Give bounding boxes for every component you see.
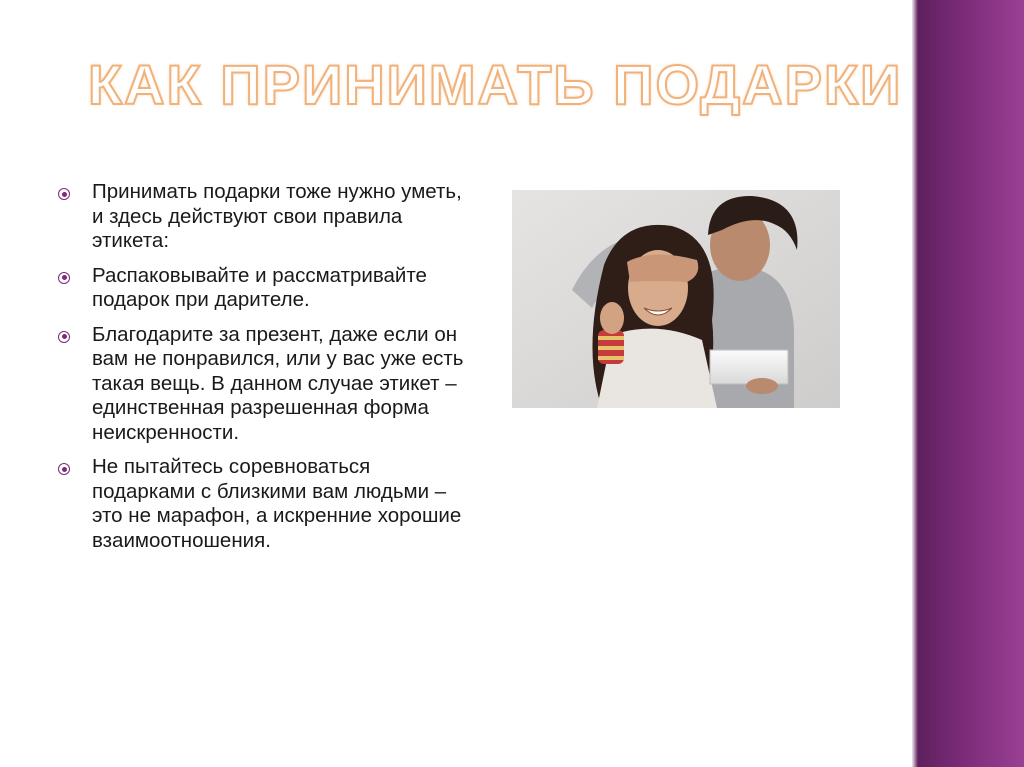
bullet-item (58, 180, 478, 254)
decorative-side-panel (912, 0, 1024, 767)
bullet-item (58, 264, 478, 313)
bullet-text: Не пытайтесь соревноваться подарками с близкими вам людьми – это не марафон, а искренние хорошие взаимоотношения. (92, 455, 462, 552)
bullet-list (58, 180, 478, 563)
bullet-item (58, 455, 478, 553)
slide-title: КАК ПРИНИМАТЬ ПОДАРКИ (88, 53, 903, 116)
bullet-text: Принимать подарки тоже нужно уметь, и здесь действуют свои правила этикета: (92, 180, 462, 252)
bullet-item (58, 323, 478, 446)
bullet-circle-icon (58, 188, 70, 200)
bullet-circle-icon (58, 463, 70, 475)
bullet-text: Распаковывайте и рассматривайте подарок при дарителе. (92, 263, 427, 311)
bullet-text: Благодарите за презент, даже если он вам не понравился, или у вас уже есть такая вещь. В данном случае этикет – единственная разрешенная форма неискренности. (92, 322, 464, 444)
couple-gift-photo (512, 190, 840, 408)
bullet-circle-icon (58, 331, 70, 343)
bullet-circle-icon (58, 272, 70, 284)
